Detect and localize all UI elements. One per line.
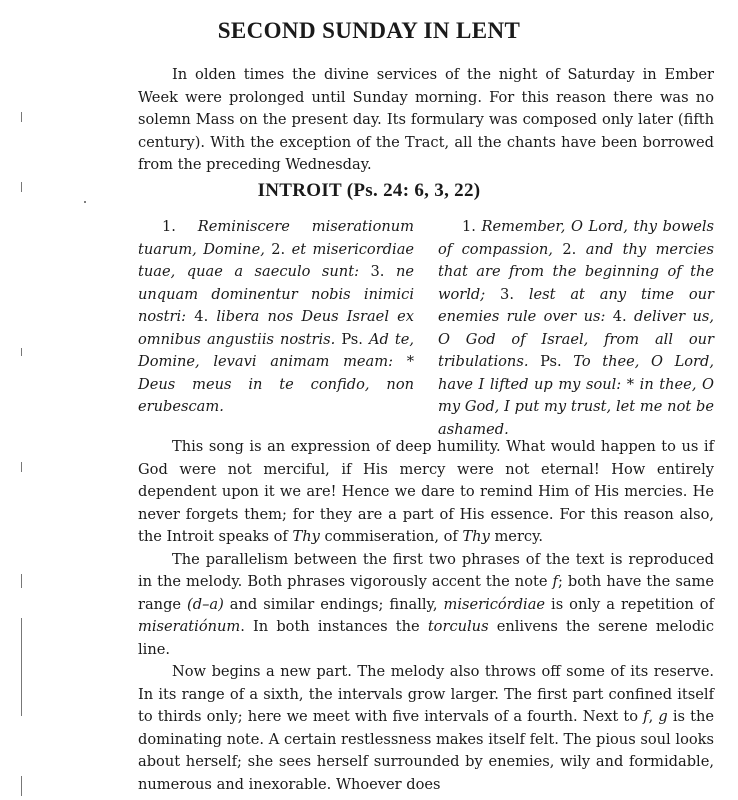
latin-verse-4: libera nos Deus Israel ex omnibus angustiis nostris. bbox=[138, 308, 415, 348]
latin-verse-3: ne unquam dominentur nobis inimici nostri: bbox=[138, 263, 415, 325]
intro-paragraph: In olden times the divine services of the night of Saturday in Ember Week were prolonged until Sunday morning. For this reason there was no solemn Mass on the present day. Its formulary was composed only later (fifth century). With the exception of the Tract, all the chants have been borrowed from the preceding Wednesday. bbox=[138, 66, 714, 173]
verse-number: 3. bbox=[370, 263, 385, 280]
verse-number: 1. bbox=[462, 218, 476, 235]
english-verse-1: Remember, O Lord, thy bowels of compassion, bbox=[438, 218, 714, 258]
commentary-paragraph-2: The parallelism between the first two phrases of the text is reproduced in the melody. Both phrases vigorously accent the note f; both have the same range (d–a) and similar endings; finally, misericórdiae is only a repetition of miseratiónum. In both instances the torculus enlivens the serene melodic line. bbox=[138, 550, 715, 658]
english-text-column bbox=[438, 216, 714, 441]
english-psalm-verse: To thee, O Lord, have I lifted up my soul: * in thee, O my God, I put my trust, let me not be ashamed. bbox=[438, 353, 715, 438]
introit-label: INTROIT bbox=[257, 180, 342, 201]
verse-number: 1. bbox=[162, 218, 176, 235]
margin-mark bbox=[21, 462, 22, 472]
verse-number: 4. bbox=[194, 308, 209, 325]
english-verse-2: and thy mercies that are from the beginning of the world; bbox=[438, 240, 714, 303]
english-verse-3: lest at any time our enemies rule over us: bbox=[438, 285, 714, 325]
english-verse-4: deliver us, O God of Israel, from all our tribulations. bbox=[438, 308, 715, 370]
commentary-paragraph-1: This song is an expression of deep humility. What would happen to us if God were not merciful, if His mercy were not eternal! How entirely dependent upon it we are! Hence we dare to remind Him of His mercies. He never forgets them; for they are a part of His essence. For this reason also, the Introit speaks of Thy commiseration, of Thy mercy. bbox=[138, 438, 714, 545]
psalm-marker: Ps. bbox=[341, 330, 363, 348]
margin-mark bbox=[21, 776, 22, 796]
verse-number: 2. bbox=[271, 240, 286, 258]
margin-mark bbox=[21, 618, 22, 716]
verse-number: 3. bbox=[500, 285, 514, 303]
introit-reference: (Ps. 24: 6, 3, 22) bbox=[346, 180, 481, 201]
latin-psalm-verse: Ad te, Domine, levavi animam meam: * Deus meus in te confido, non erubescam. bbox=[138, 330, 414, 415]
introit-heading bbox=[0, 180, 738, 202]
commentary bbox=[138, 436, 714, 796]
page-title: SECOND SUNDAY IN LENT bbox=[217, 18, 521, 43]
commentary-paragraph-3: Now begins a new part. The melody also throws off some of its reserve. In its range of a sixth, the intervals grow larger. The first part confined itself to thirds only; here we meet with five intervals of a fourth. Next to f, g is the dominating note. A certain restlessness makes itself felt. The pious soul looks about herself; she sees herself surrounded by enemies, wily and formidable, numerous and inexorable. Whoever does bbox=[138, 663, 715, 793]
margin-mark bbox=[21, 348, 22, 356]
margin-mark bbox=[21, 112, 22, 122]
psalm-marker: Ps. bbox=[540, 353, 562, 370]
latin-verse-1: Reminiscere miserationum tuarum, Domine, bbox=[138, 218, 414, 258]
verse-number: 4. bbox=[612, 308, 627, 325]
margin-mark bbox=[21, 574, 22, 588]
verse-number: 2. bbox=[562, 240, 577, 258]
latin-text-column bbox=[138, 216, 414, 419]
latin-verse-2: et misericordiae tuae, quae a saeculo sunt: bbox=[138, 240, 415, 280]
